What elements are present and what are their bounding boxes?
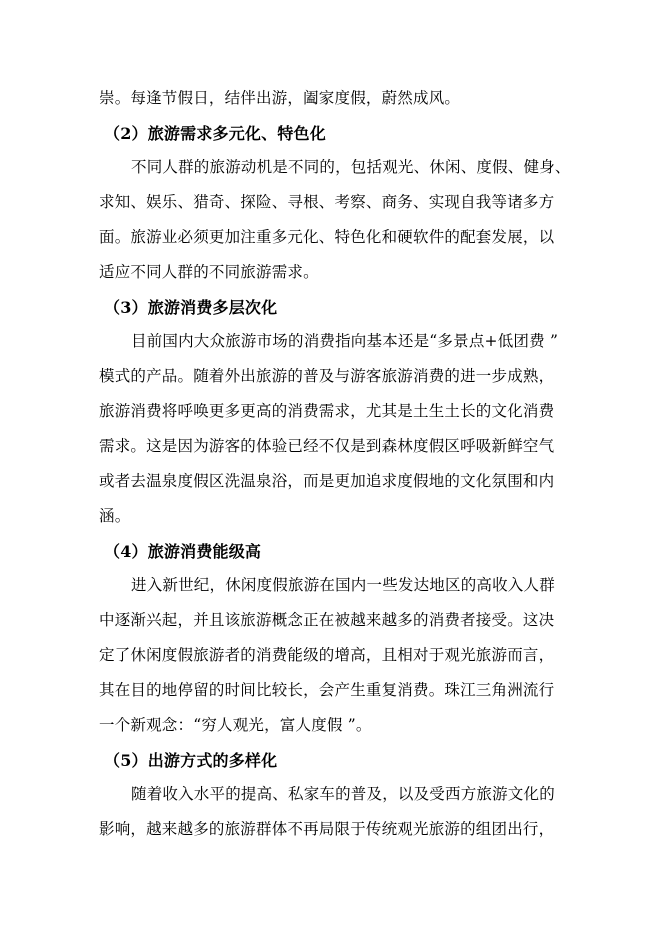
section-heading-2: （2）旅游需求多元化、特色化 <box>104 124 326 143</box>
body-text-line: 进入新世纪，休闲度假旅游在国内一些发达地区的高收入人群 <box>131 576 555 594</box>
body-text-line: 适应不同人群的不同旅游需求。 <box>99 263 319 281</box>
body-text-line: 涵。 <box>99 507 131 525</box>
body-text-line: 或者去温泉度假区洗温泉浴，而是更加追求度假地的文化氛围和内 <box>99 472 555 490</box>
body-text-line: 影响，越来越多的旅游群体不再局限于传统观光旅游的组团出行， <box>99 820 555 838</box>
body-text-line: 目前国内大众旅游市场的消费指向基本还是“多景点+低团费 ” <box>131 332 559 350</box>
body-text-line: 不同人群的旅游动机是不同的，包括观光、休闲、度假、健身、 <box>131 158 571 176</box>
body-text-line: 定了休闲度假旅游者的消费能级的增高，且相对于观光旅游而言， <box>99 646 555 664</box>
body-text-line: 求知、娱乐、猎奇、探险、寻根、考察、商务、实现自我等诸多方 <box>99 193 555 211</box>
section-heading-3: （3）旅游消费多层次化 <box>104 298 278 317</box>
body-text-line: 一个新观念：“穷人观光，富人度假 ”。 <box>99 716 372 734</box>
body-text-line: 模式的产品。随着外出旅游的普及与游客旅游消费的进一步成熟， <box>99 367 555 385</box>
body-text-line: 需求。这是因为游客的体验已经不仅是到森林度假区呼吸新鲜空气 <box>99 437 555 455</box>
body-text-line: 中逐渐兴起，并且该旅游概念正在被越来越多的消费者接受。这决 <box>99 611 555 629</box>
body-text-line: 旅游消费将呼唤更多更高的消费需求，尤其是土生土长的文化消费 <box>99 402 555 420</box>
body-text-line: 面。旅游业必须更加注重多元化、特色化和硬软件的配套发展，以 <box>99 228 555 246</box>
section-heading-4: （4）旅游消费能级高 <box>104 542 262 561</box>
body-text-line: 随着收入水平的提高、私家车的普及，以及受西方旅游文化的 <box>131 785 555 803</box>
section-heading-5: （5）出游方式的多样化 <box>104 751 278 770</box>
body-text-line: 其在目的地停留的时间比较长，会产生重复消费。珠江三角洲流行 <box>99 681 555 699</box>
body-text-line: 崇。每逢节假日，结伴出游，阖家度假，蔚然成风。 <box>99 89 461 107</box>
